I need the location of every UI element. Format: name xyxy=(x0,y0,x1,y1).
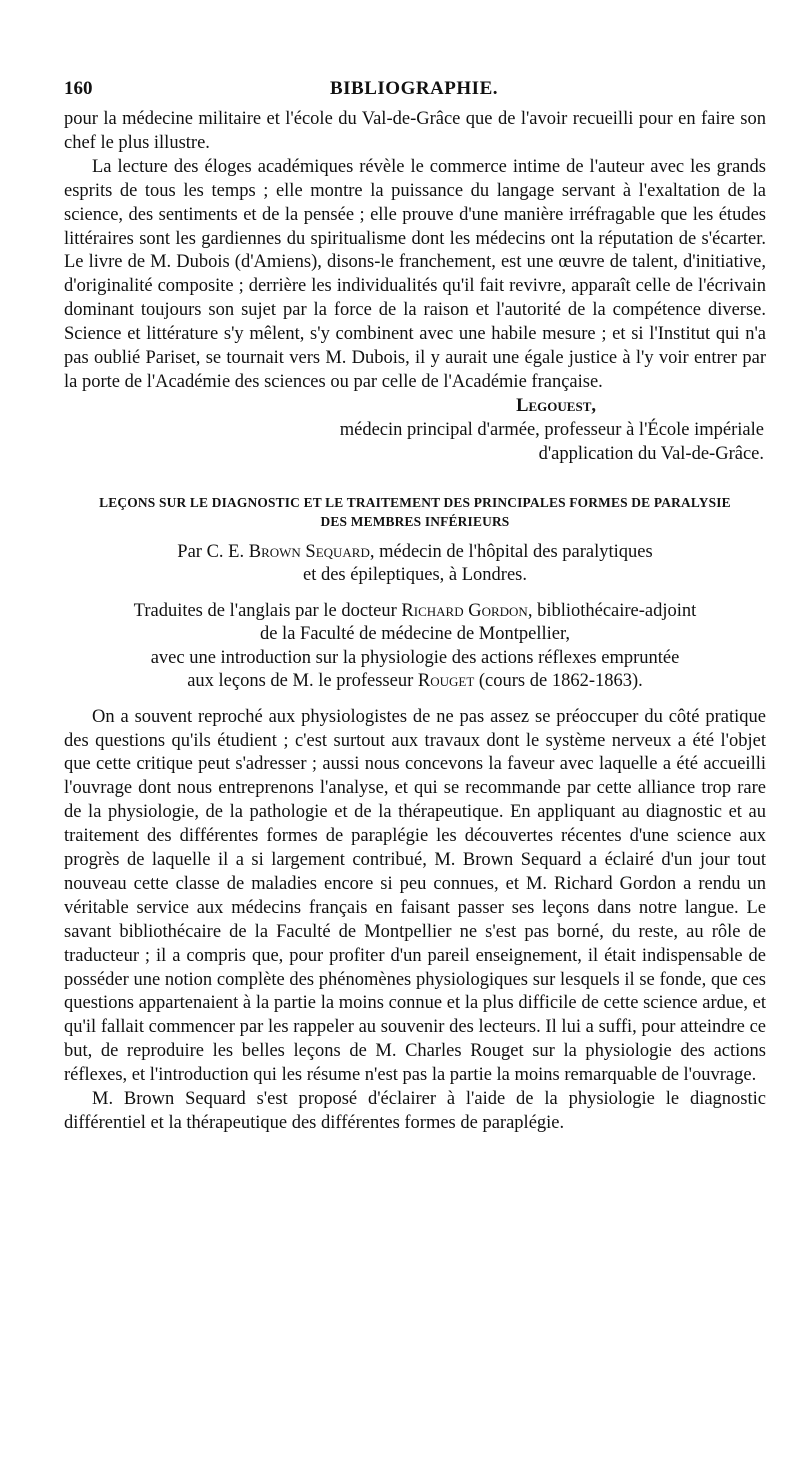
review-title-line: DES MEMBRES INFÉRIEURS xyxy=(320,513,510,529)
paragraph: On a souvent reproché aux physiologistes de ne pas assez se préoccuper du côté pratique des questions qu'ils étudient ; c'est surtout aux travaux dont le système nerveux a été l'objet que cette critique peut s'adresser ; aussi nous concevons la faveur avec laquelle a été accueilli l'ouvrage dont nous entreprenons l'analyse, et qui se recommande par cette alliance trop rare de la physiologie, de la pathologie et de la thérapeutique. En appliquant au diagnostic et au traitement des différentes formes de paraplégie les découvertes récentes d'une science aux progrès de laquelle il a si largement contribué, M. Brown Sequard a éclairé d'un jour tout nouveau cette classe de maladies encore si peu connues, et M. Richard Gordon a rendu un véritable service aux médecins français en faisant passer ses leçons dans notre langue. Le savant bibliothécaire de la Faculté de Montpellier ne s'est pas borné, du reste, au rôle de traducteur ; il a compris que, pour profiter d'un pareil enseignement, il était indispensable de posséder une notion complète des phénomènes physiologiques sur lesquels il se fonde, que ces questions appartenaient à la partie la moins connue et la plus difficile de cette science ardue, et qu'il fallait commencer par les rappeler au souvenir des lecteurs. Il lui a suffi, pour atteindre ce but, de reproduire les belles leçons de M. Charles Rouget sur la physiologie des actions réflexes, et l'introduction qui les résume n'est pas la partie la moins remarquable de l'ouvrage. xyxy=(64,706,766,1086)
signature-institution: d'application du Val-de-Grâce. xyxy=(538,443,764,464)
author-name: Brown Sequard xyxy=(248,541,370,562)
author-line: et des épileptiques, à Londres. xyxy=(303,565,527,586)
translator-name: Richard Gordon xyxy=(401,600,528,621)
page-number: 160 xyxy=(64,78,93,99)
review-author xyxy=(64,541,766,588)
author-prefix: Par C. E. xyxy=(177,541,249,562)
translator-line: avec une introduction sur la physiologie des actions réflexes empruntée xyxy=(150,647,680,668)
page-header xyxy=(64,78,764,104)
signature-block xyxy=(64,395,766,467)
translator-suffix: , bibliothécaire-adjoint xyxy=(527,600,697,621)
professor-name: Rouget xyxy=(417,671,475,692)
translator-line4-suffix: (cours de 1862-1863). xyxy=(474,671,643,692)
review-title-line: LEÇONS SUR LE DIAGNOSTIC ET LE TRAITEMENT DES PRINCIPALES FORMES DE PARALYSIE xyxy=(99,494,731,510)
signature-name: Legouest, xyxy=(516,395,596,416)
signature-title: médecin principal d'armée, professeur à l'École impériale xyxy=(339,419,764,440)
paragraph: La lecture des éloges académiques révèle le commerce intime de l'auteur avec les grands esprits de tous les temps ; elle montre la puissance du langage servant à l'exaltation de la science, des sentiments et de la pensée ; elle prouve d'une manière irréfragable que les études littéraires sont les gardiennes du spiritualisme dont les médecins ont la réputation de s'écarter. Le livre de M. Dubois (d'Amiens), disons-le franchement, est une œuvre de talent, d'initiative, d'originalité composite ; derrière les individualités qu'il fait revivre, apparaît celle de l'écrivain dominant toujours son sujet par la force de la raison et l'autorité de la compétence diverse. Science et littérature s'y mêlent, s'y combinent avec une habile mesure ; et si l'Institut qui n'a pas oublié Pariset, se tournait vers M. Dubois, il y aurait une égale justice à l'y voir entrer par la porte de l'Académie des sciences ou par celle de l'Académie française. xyxy=(64,156,766,392)
translator-line4-prefix: aux leçons de M. le professeur xyxy=(187,671,418,692)
paragraph: pour la médecine militaire et l'école du Val-de-Grâce que de l'avoir recueilli pour en faire son chef le plus illustre. xyxy=(64,109,766,153)
review-title xyxy=(64,493,766,531)
page-body xyxy=(64,108,766,1136)
author-suffix: , médecin de l'hôpital des paralytiques xyxy=(369,541,653,562)
translator-prefix: Traduites de l'anglais par le docteur xyxy=(133,600,402,621)
running-title: BIBLIOGRAPHIE. xyxy=(329,78,498,99)
review-text xyxy=(64,706,766,1136)
paragraph: M. Brown Sequard s'est proposé d'éclairer à l'aide de la physiologie le diagnostic différentiel et la thérapeutique des différentes formes de paraplégie. xyxy=(64,1089,766,1133)
review-translator xyxy=(64,600,766,694)
translator-line: de la Faculté de médecine de Montpellier, xyxy=(259,624,571,645)
